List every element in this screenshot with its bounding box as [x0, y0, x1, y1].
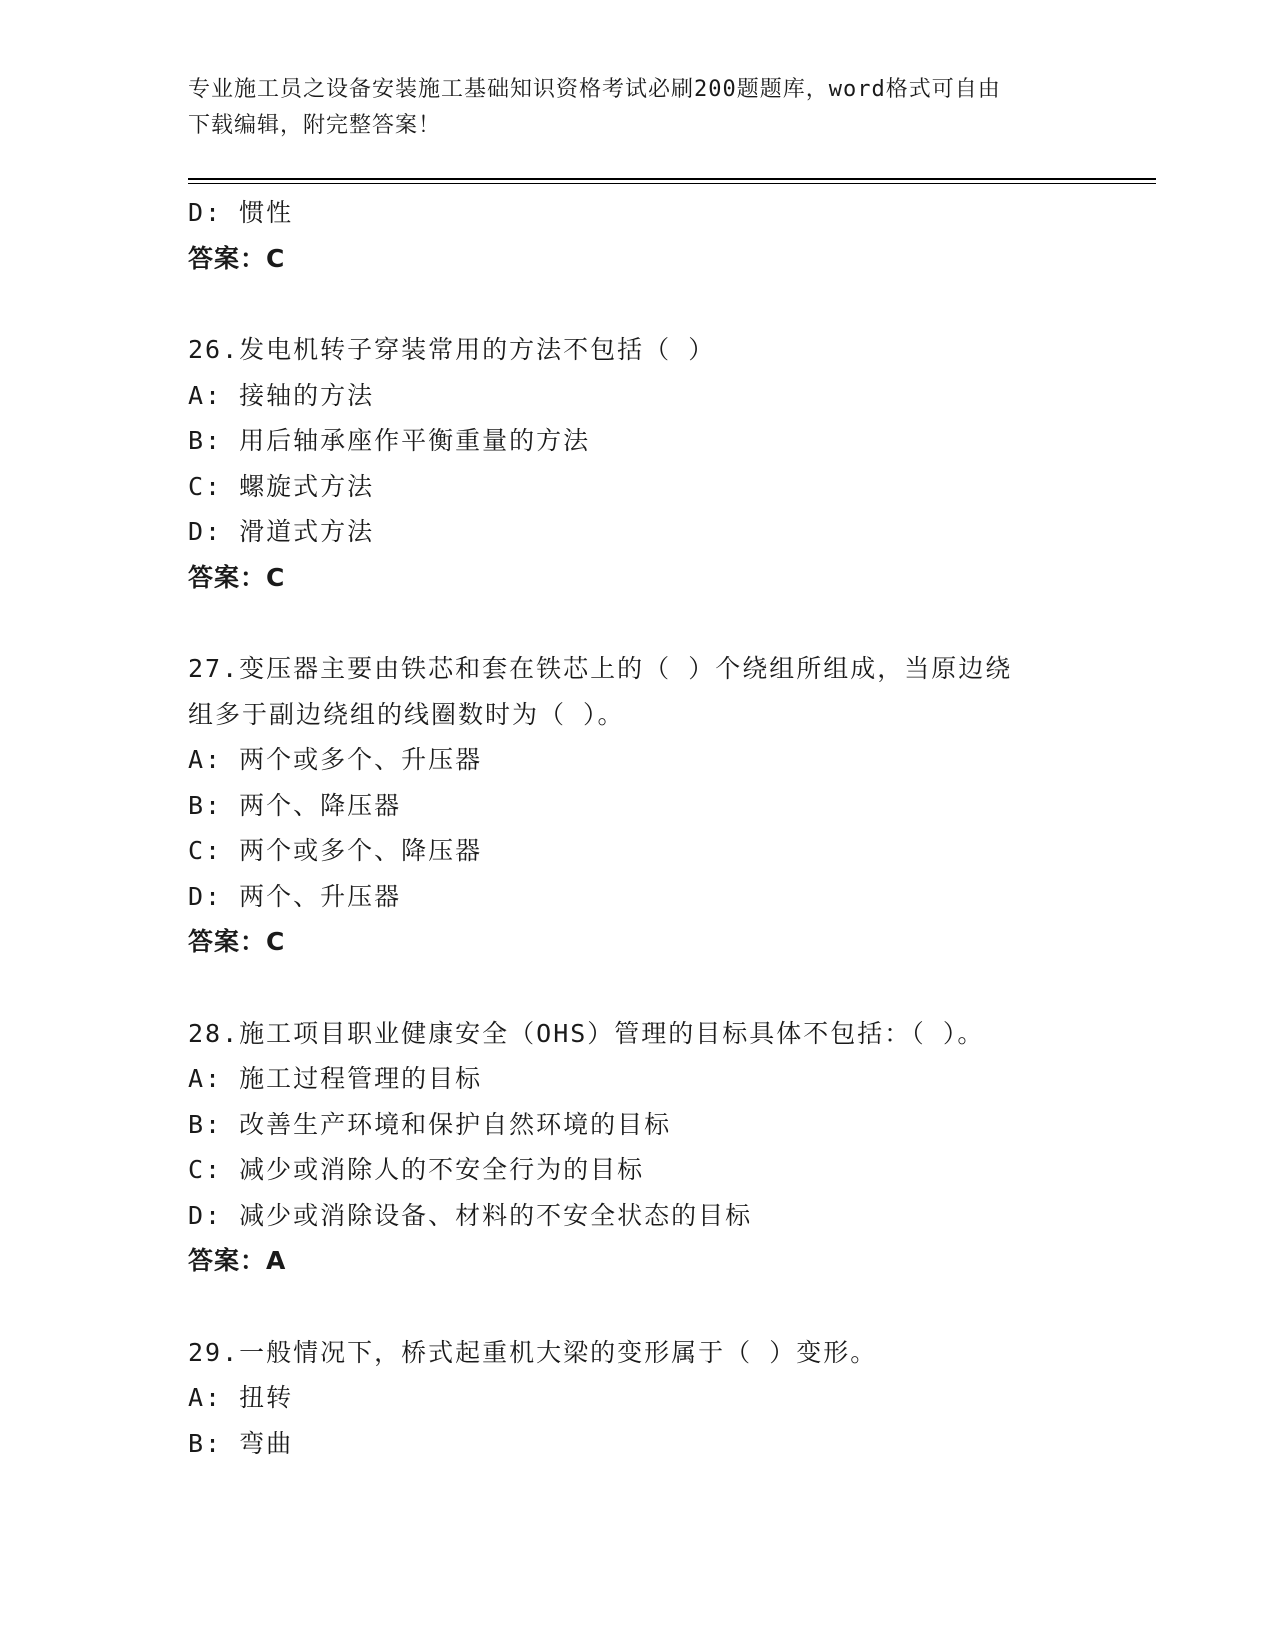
option-b: B: 两个、降压器 [188, 790, 402, 820]
spacer [188, 281, 1128, 327]
option-d: D: 两个、升压器 [188, 881, 402, 911]
question-28 [188, 1011, 1128, 1284]
answer: 答案：A [188, 1246, 287, 1275]
answer: 答案：C [188, 927, 286, 956]
answer: 答案：C [188, 562, 286, 592]
document-header [188, 72, 1088, 144]
question-text: 28.施工项目职业健康安全（OHS）管理的目标具体不包括：（ ）。 [188, 1018, 985, 1048]
header-divider-thin [188, 183, 1156, 184]
option-c: C: 两个或多个、降压器 [188, 836, 483, 865]
option-d: D: 减少或消除设备、材料的不安全状态的目标 [188, 1200, 753, 1230]
option-b: B: 改善生产环境和保护自然环境的目标 [188, 1109, 672, 1139]
question-text: 29.一般情况下，桥式起重机大梁的变形属于（ ）变形。 [188, 1337, 878, 1367]
question-26 [188, 327, 1128, 600]
question-list [188, 190, 1128, 1466]
spacer [188, 1284, 1128, 1330]
question-text: 26.发电机转子穿装常用的方法不包括（ ） [188, 335, 716, 364]
question-27 [188, 646, 1128, 965]
option-d: D: 惯性 [188, 198, 294, 227]
option-a: A: 扭转 [188, 1383, 294, 1412]
option-a: A: 施工过程管理的目标 [188, 1064, 483, 1093]
question-25-tail [188, 190, 1128, 281]
option-c: C: 减少或消除人的不安全行为的目标 [188, 1155, 645, 1184]
option-a: A: 接轴的方法 [188, 380, 375, 410]
question-29 [188, 1330, 1128, 1467]
option-a: A: 两个或多个、升压器 [188, 745, 483, 774]
spacer [188, 965, 1128, 1011]
option-c: C: 螺旋式方法 [188, 471, 375, 501]
option-b: B: 弯曲 [188, 1428, 294, 1458]
spacer [188, 600, 1128, 646]
question-text: 27.变压器主要由铁芯和套在铁芯上的（ ）个绕组所组成，当原边绕 [188, 654, 1013, 683]
question-text-continued: 组多于副边绕组的线圈数时为（ ）。 [188, 699, 625, 729]
option-b: B: 用后轴承座作平衡重量的方法 [188, 426, 591, 455]
header-line-2: 下载编辑，附完整答案！ [188, 113, 442, 138]
answer: 答案：C [188, 243, 286, 273]
option-d: D: 滑道式方法 [188, 517, 375, 546]
header-line-1: 专业施工员之设备安装施工基础知识资格考试必刷200题题库，word格式可自由 [188, 77, 1001, 102]
header-divider-thick [188, 178, 1156, 180]
